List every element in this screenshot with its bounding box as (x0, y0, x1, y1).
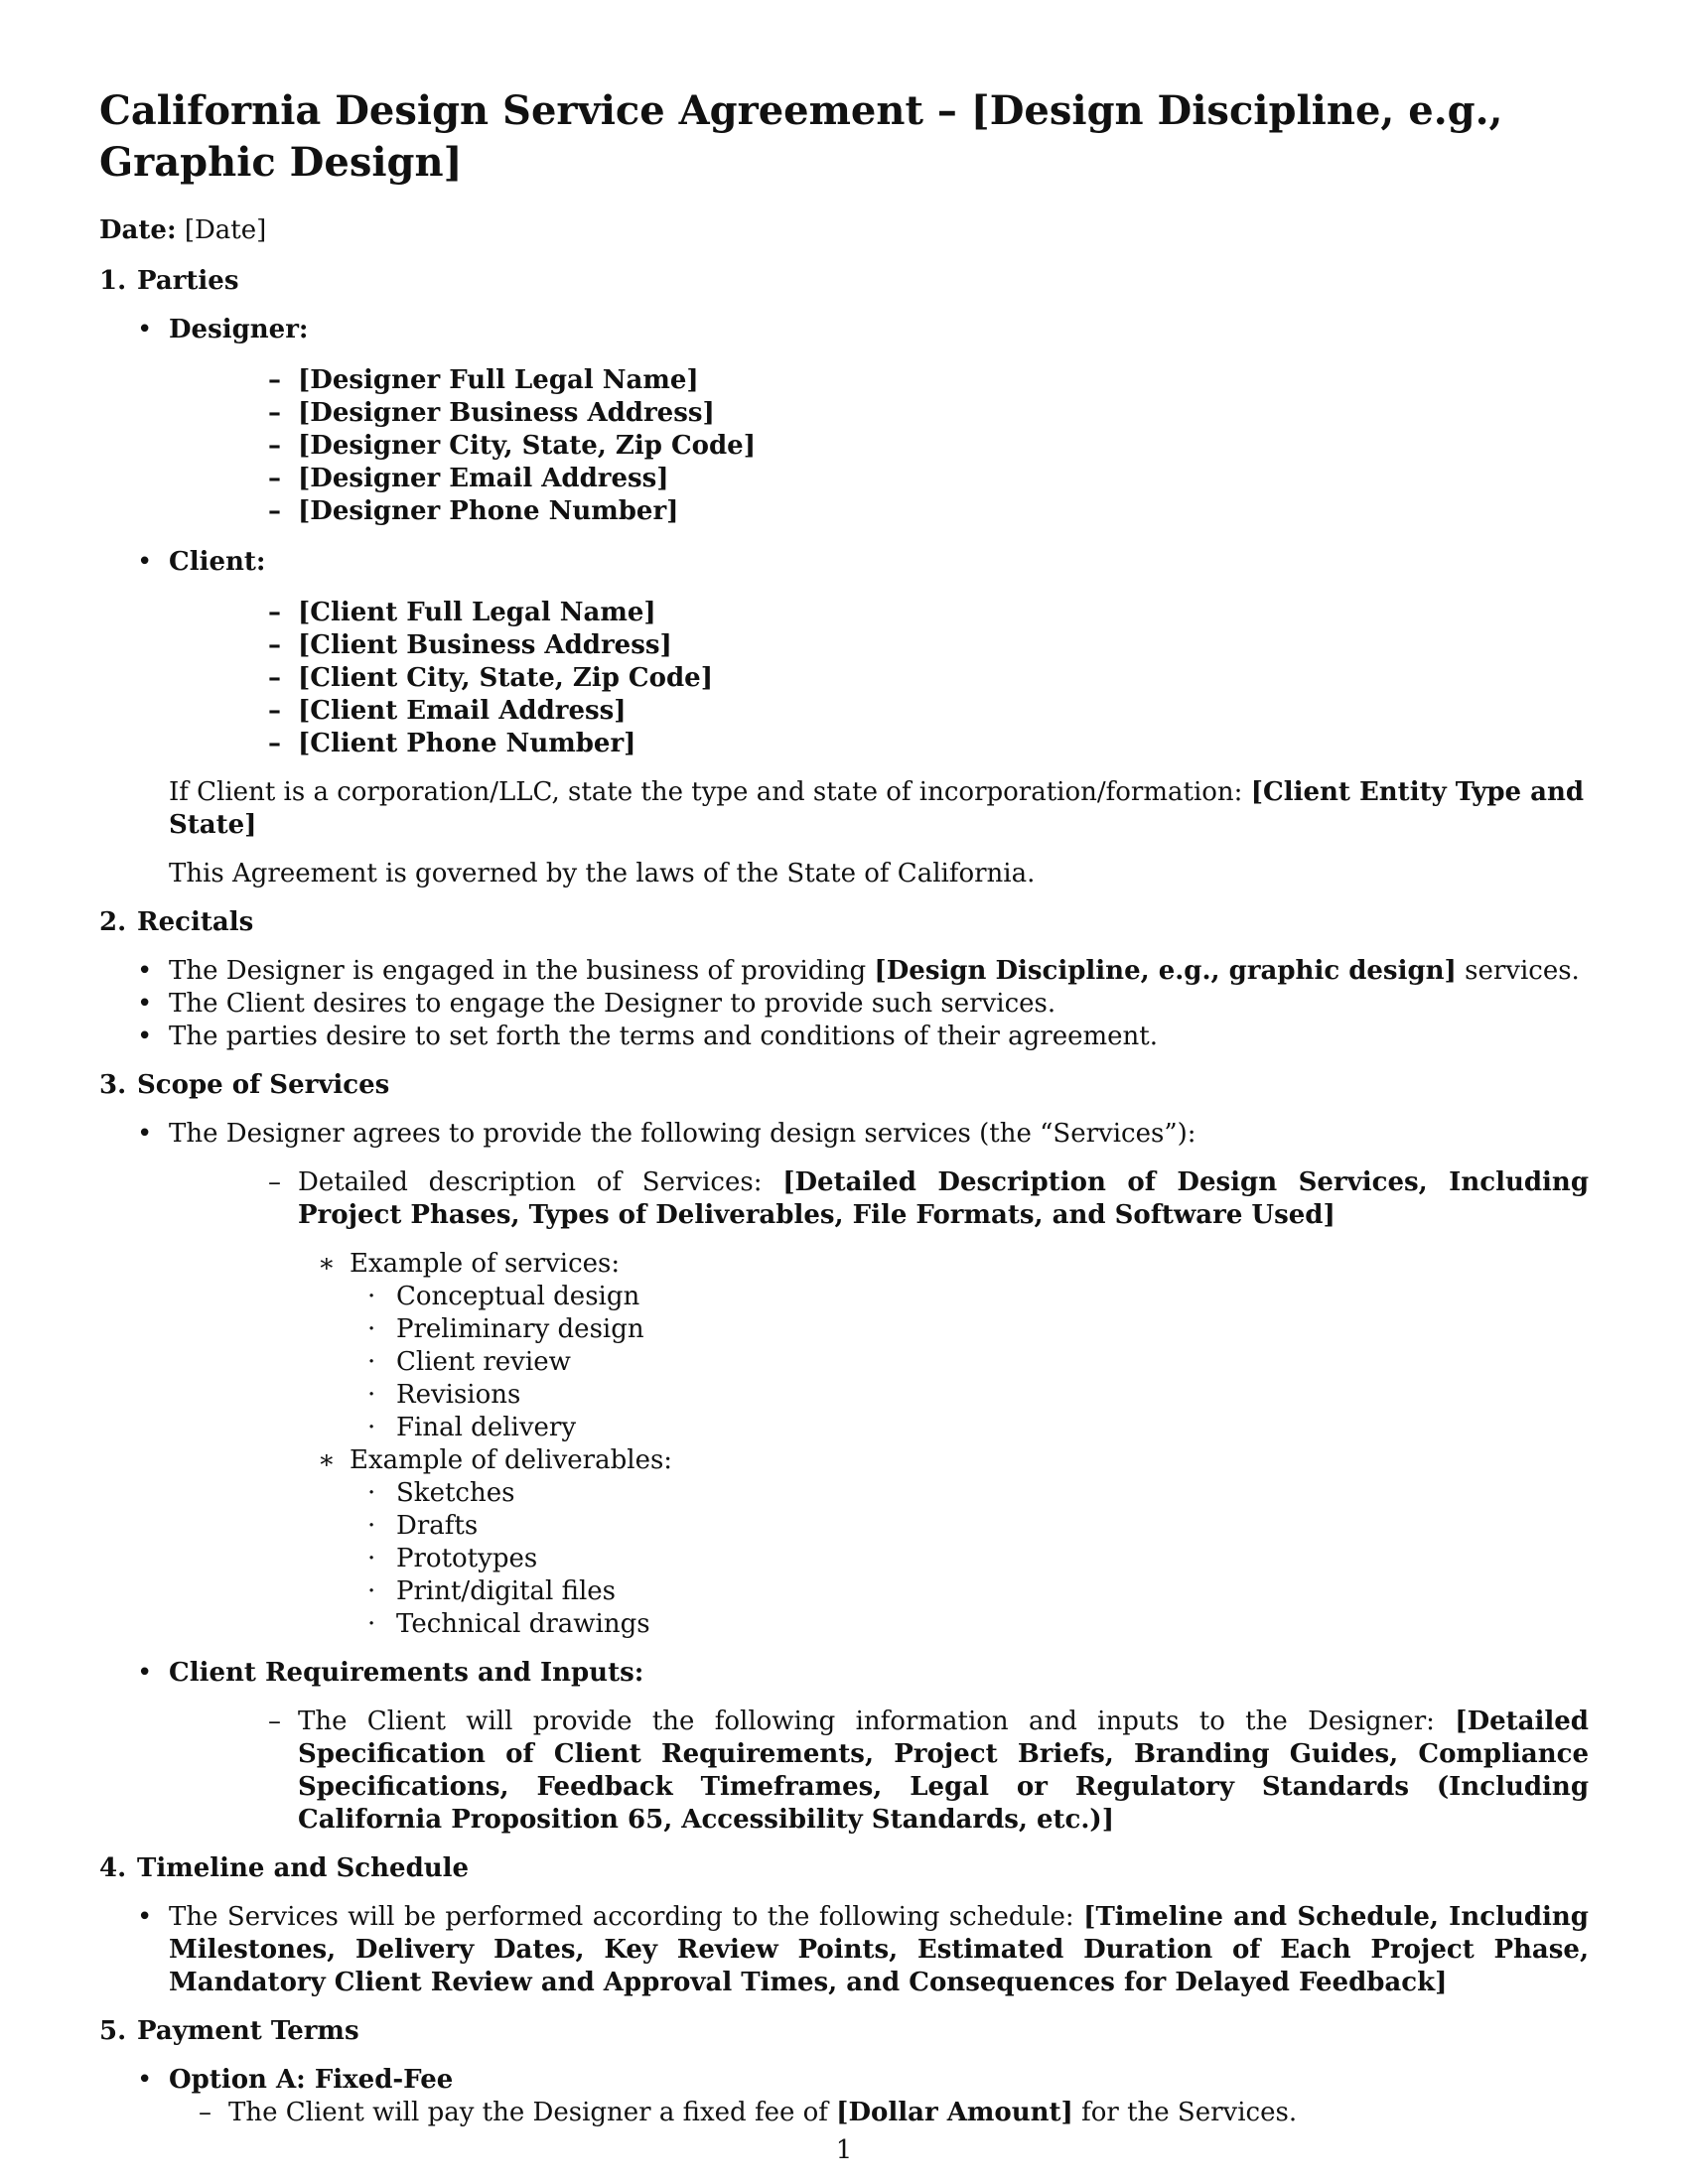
page-number: 1 (835, 2135, 853, 2165)
date-label: Date: (99, 215, 177, 245)
section-heading (99, 265, 1589, 298)
section-payment (99, 2015, 1589, 2129)
client-field: – [Client City, State, Zip Code] (169, 662, 1589, 695)
section-timeline (99, 1852, 1589, 2015)
designer-field: – [Designer Email Address] (169, 463, 1589, 495)
date-line (99, 214, 1589, 247)
recital-item: • The Client desires to engage the Designer to provide such services. (99, 988, 1589, 1021)
section-title: Recitals (137, 907, 254, 937)
designer-field: – [Designer Full Legal Name] (169, 364, 1589, 397)
client-item (99, 546, 1589, 776)
deliverable-example: · Drafts (169, 1510, 1589, 1543)
deliverable-example: · Technical drawings (169, 1608, 1589, 1641)
services-description: – Detailed description of Services: [Detailed Description of Design Services, Including Project Phases, Types of Deliverables, File Formats, and Software Used] ∗ Example of services: · Conceptual design · Preliminary design · Client review · Revisions · Final delivery ∗ Example of deliverables: · Sketches · Drafts · Prototypes · Print/digital files · Technical drawings (169, 1166, 1589, 1641)
service-example: · Client review (169, 1346, 1589, 1379)
option-a-item (99, 2064, 1589, 2129)
section-title: Payment Terms (137, 2016, 359, 2046)
section-heading (99, 1852, 1589, 1885)
service-example: · Preliminary design (169, 1313, 1589, 1346)
section-scope (99, 1069, 1589, 1852)
client-requirements-label: Client Requirements and Inputs: (169, 1658, 644, 1688)
section-heading (99, 906, 1589, 939)
designer-field: – [Designer Business Address] (169, 397, 1589, 430)
designer-field: – [Designer City, State, Zip Code] (169, 430, 1589, 463)
deliverable-example: · Sketches (169, 1477, 1589, 1510)
entity-paragraph (99, 776, 1589, 842)
section-title: Scope of Services (137, 1070, 390, 1100)
fixed-fee-text: – The Client will pay the Designer a fixed fee of [Dollar Amount] for the Services. (99, 2097, 1589, 2129)
section-recitals (99, 906, 1589, 1069)
document-title: California Design Service Agreement – [Design Discipline, e.g., Graphic Design] (99, 87, 1503, 186)
designer-item (99, 314, 1589, 546)
example-deliverables: ∗ Example of deliverables: · Sketches · Drafts · Prototypes · Print/digital files · Technical drawings (169, 1444, 1589, 1641)
governing-law-paragraph: This Agreement is governed by the laws of the State of California. (169, 859, 1036, 888)
client-field: – [Client Phone Number] (169, 728, 1589, 760)
recital-item: • The Designer is engaged in the business of providing [Design Discipline, e.g., graphic design] services. (99, 955, 1589, 988)
timeline-item: • The Services will be performed according to the following schedule: [Timeline and Schedule, Including Milestones, Delivery Dates, Key Review Points, Estimated Duration of Each Project Phase, Mandatory Client Review and Approval Times, and Consequences for Delayed Feedback] (99, 1901, 1589, 1999)
section-title: Timeline and Schedule (137, 1853, 470, 1883)
example-services: ∗ Example of services: · Conceptual design · Preliminary design · Client review · Revisions · Final delivery (169, 1248, 1589, 1444)
client-field: – [Client Business Address] (169, 629, 1589, 662)
service-example: · Revisions (169, 1379, 1589, 1412)
section-number: 2. (99, 907, 127, 937)
client-field: – [Client Full Legal Name] (169, 597, 1589, 629)
section-heading (99, 2015, 1589, 2048)
section-heading (99, 1069, 1589, 1102)
scope-item (99, 1118, 1589, 1657)
client-label: Client: (169, 547, 266, 577)
section-number: 3. (99, 1070, 127, 1100)
client-requirements-text: – The Client will provide the following information and inputs to the Designer: [Detailed Specification of Client Requirements, Project Briefs, Branding Guides, Compliance Specifications, Feedback Timeframes, Legal or Regulatory Standards (Including California Proposition 65, Accessibility Standards, etc.)] (169, 1706, 1589, 1837)
section-number: 4. (99, 1853, 127, 1883)
client-requirements-item (99, 1657, 1589, 1852)
section-number: 1. (99, 266, 127, 296)
option-a-label: Option A: Fixed-Fee (169, 2065, 454, 2095)
designer-field: – [Designer Phone Number] (169, 495, 1589, 528)
section-parties (99, 265, 1589, 890)
section-number: 5. (99, 2016, 127, 2046)
entity-value: [Client Entity Type and State] (169, 777, 1585, 840)
recital-item: • The parties desire to set forth the terms and conditions of their agreement. (99, 1021, 1589, 1053)
document-page (99, 85, 1589, 2129)
designer-label: Designer: (169, 315, 309, 344)
client-field: – [Client Email Address] (169, 695, 1589, 728)
scope-intro: The Designer agrees to provide the following design services (the “Services”): (169, 1119, 1196, 1149)
deliverable-example: · Prototypes (169, 1543, 1589, 1575)
date-value: [Date] (184, 215, 267, 245)
section-title: Parties (137, 266, 239, 296)
deliverable-example: · Print/digital files (169, 1575, 1589, 1608)
service-example: · Conceptual design (169, 1281, 1589, 1313)
service-example: · Final delivery (169, 1412, 1589, 1444)
entity-text: If Client is a corporation/LLC, state the type and state of incorporation/formation: (169, 777, 1243, 807)
